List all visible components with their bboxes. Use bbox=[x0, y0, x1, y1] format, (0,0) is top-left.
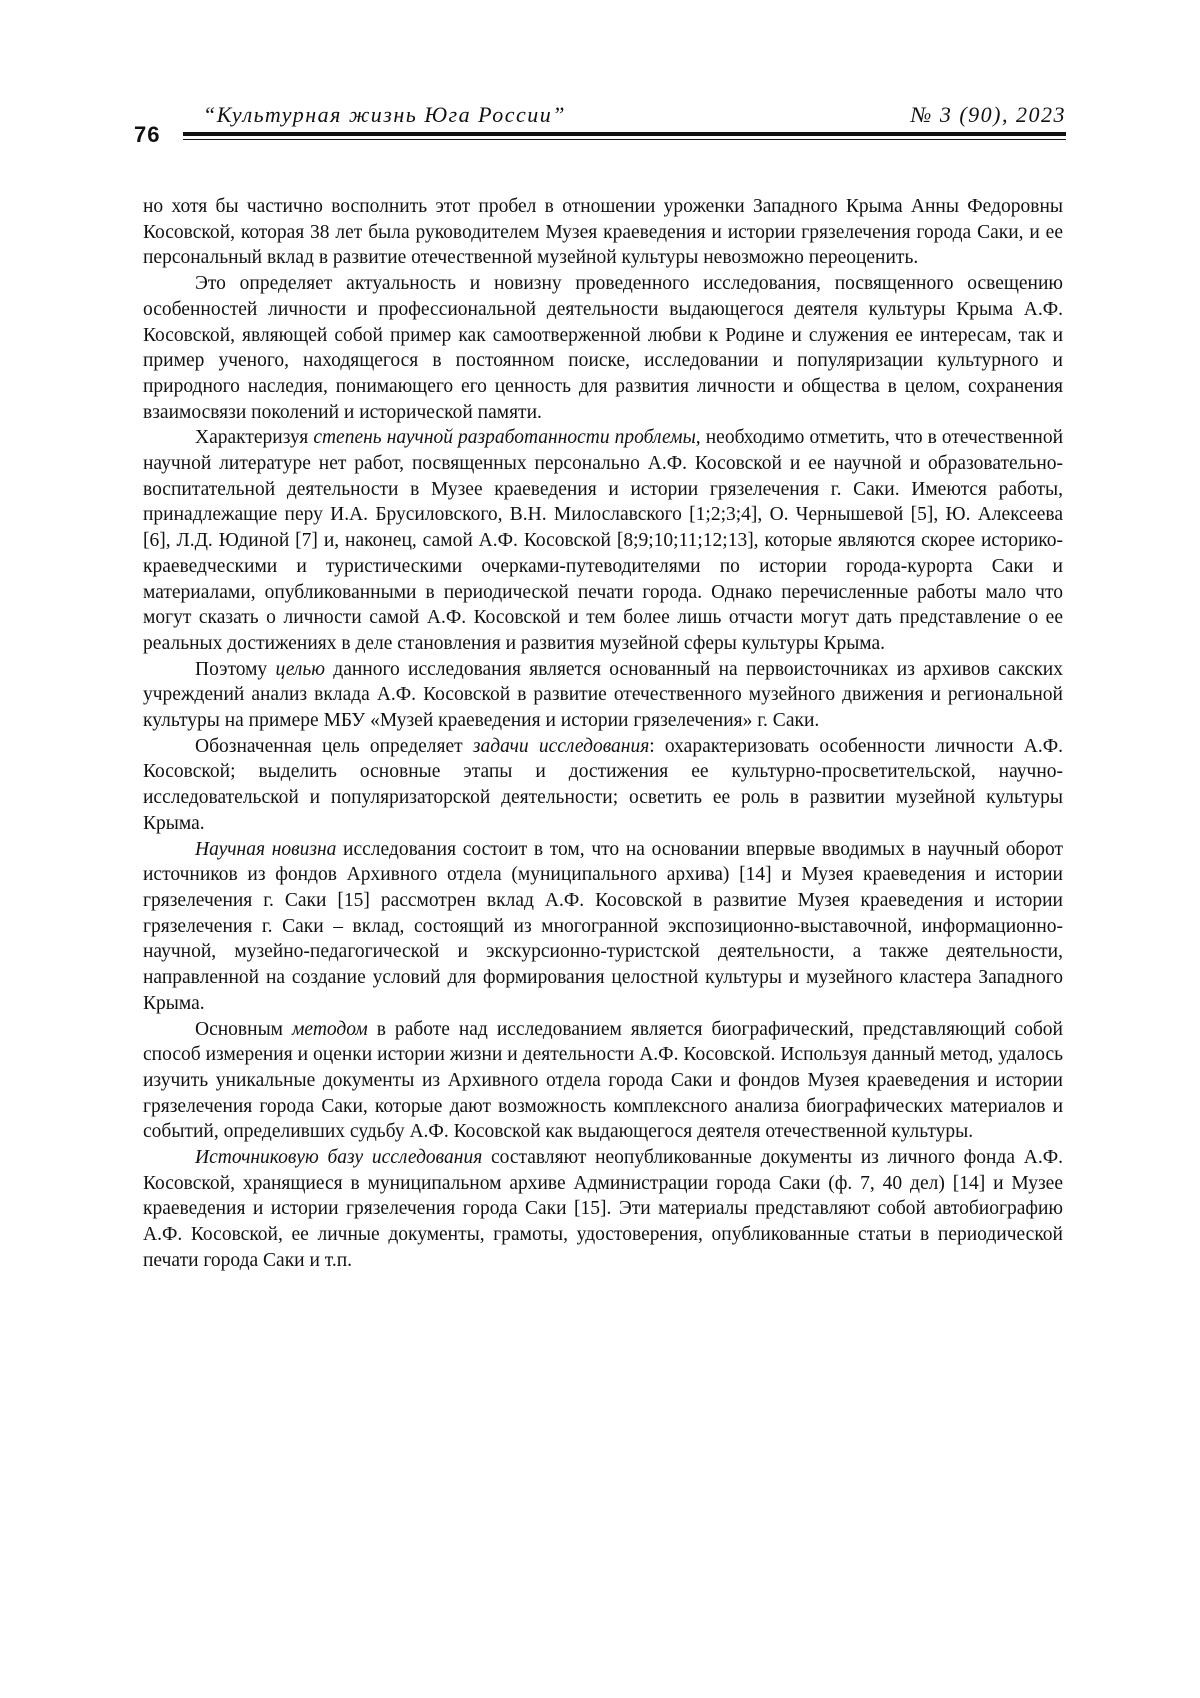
text-span: составляют неопубликованные документы из личного фонда А.Ф. Косовской, хранящиеся в муниципальном архиве Администрации города Саки (ф. 7, 40 дел) [14] и Музее краеведения и истории грязелечения города Саки [15]. Эти материалы представляют собой автобиографию А.Ф. Косовской, ее личные документы, грамоты, удостоверения, опубликованные статьи в периодической печати города Саки и т.п. bbox=[143, 1147, 1063, 1271]
text-span: Обозначенная цель определяет bbox=[195, 736, 473, 757]
text-span: Характеризуя bbox=[195, 427, 313, 448]
page-number: 76 bbox=[134, 124, 160, 146]
article-body bbox=[143, 194, 1063, 1274]
text-span: Это определяет актуальность и новизну проведенного исследования, посвященного освещению особенностей личности и профессиональной деятельности выдающегося деятеля культуры Крыма А.Ф. Косовской, являющей собой пример как самоотверженной любви к Родине и служения ее интересам, так и пример ученого, находящегося в постоянном поиске, исследовании и популяризации культурного и природного наследия, понимающего его ценность для развития личности и общества в целом, сохранения взаимосвязи поколений и исторической памяти. bbox=[143, 273, 1063, 423]
paragraph bbox=[143, 657, 1063, 734]
text-span: Основным bbox=[195, 1019, 292, 1040]
emphasis-span: степень научной разработанности проблемы, bbox=[313, 427, 700, 448]
paragraph bbox=[143, 425, 1063, 656]
emphasis-span: целью bbox=[275, 659, 325, 680]
text-span: данного исследования является основанный на первоисточниках из архивов сакских учреждений анализ вклада А.Ф. Косовской в развитие отечественного музейного движения и региональной культуры на примере МБУ «Музей краеведения и истории грязелечения» г. Саки. bbox=[143, 659, 1063, 731]
text-span: в работе над исследованием является биографический, представляющий собой способ измерения и оценки истории жизни и деятельности А.Ф. Косовской. Используя данный метод, удалось изучить уникальные документы из Архивного отдела города Саки и фондов Музея краеведения и истории грязелечения города Саки, которые дают возможность комплексного анализа биографических материалов и событий, определивших судьбу А.Ф. Косовской как выдающегося деятеля отечественной культуры. bbox=[143, 1019, 1063, 1143]
paragraph bbox=[143, 1017, 1063, 1146]
emphasis-span: Источниковую базу исследования bbox=[195, 1147, 482, 1168]
text-span: : охарактеризовать особенности личности А.Ф. Косовской; выделить основные этапы и достижения ее культурно-просветительской, научно-исследовательской и популяризаторской деятельности; осветить ее роль в развитии музейной культуры Крыма. bbox=[143, 736, 1063, 834]
paragraph bbox=[143, 734, 1063, 837]
emphasis-span: задачи исследования bbox=[473, 736, 649, 757]
header-rule-thick bbox=[183, 132, 1066, 136]
issue-number: № 3 (90), 2023 bbox=[911, 104, 1066, 126]
header-rule-thin bbox=[183, 139, 1066, 140]
emphasis-span: Научная новизна bbox=[195, 839, 336, 860]
text-span: исследования состоит в том, что на основании впервые вводимых в научный оборот источников из фондов Архивного отдела (муниципального архива) [14] и Музея краеведения и истории грязелечения г. Саки [15] рассмотрен вклад А.Ф. Косовской в развитие Музея краеведения и истории грязелечения г. Саки – вклад, состоящий из многогранной экспозиционно-выставочной, информационно-научной, музейно-педагогической и экскурсионно-туристской деятельности, а также деятельности, направленной на создание условий для формирования целостной культуры и музейного кластера Западного Крыма. bbox=[143, 839, 1063, 1014]
paragraph bbox=[143, 194, 1063, 271]
text-span: но хотя бы частично восполнить этот пробел в отношении уроженки Западного Крыма Анны Федоровны Косовской, которая 38 лет была руководителем Музея краеведения и истории грязелечения города Саки, и ее персональный вклад в развитие отечественной музейной культуры невозможно переоценить. bbox=[143, 196, 1063, 268]
text-span: необходимо отметить, что в отечественной научной литературе нет работ, посвященных персонально А.Ф. Косовской и ее научной и образовательно-воспитательной деятельности в Музее краеведения и истории грязелечения г. Саки. Имеются работы, принадлежащие перу И.А. Брусиловского, В.Н. Милославского [1;2;3;4], О. Чернышевой [5], Ю. Алексеева [6], Л.Д. Юдиной [7] и, наконец, самой А.Ф. Косовской [8;9;10;11;12;13], которые являются скорее историко-краеведческими и туристическими очерками-путеводителями по истории города-курорта Саки и материалами, опубликованными в периодической печати города. Однако перечисленные работы мало что могут сказать о личности самой А.Ф. Косовской и тем более лишь отчасти могут дать представление о ее реальных достижениях в деле становления и развития музейной сферы культуры Крыма. bbox=[143, 427, 1063, 654]
journal-title: “Культурная жизнь Юга России” bbox=[203, 104, 566, 126]
text-span: Поэтому bbox=[195, 659, 275, 680]
paragraph bbox=[143, 1145, 1063, 1274]
emphasis-span: методом bbox=[292, 1019, 368, 1040]
paragraph bbox=[143, 271, 1063, 425]
paragraph bbox=[143, 837, 1063, 1017]
